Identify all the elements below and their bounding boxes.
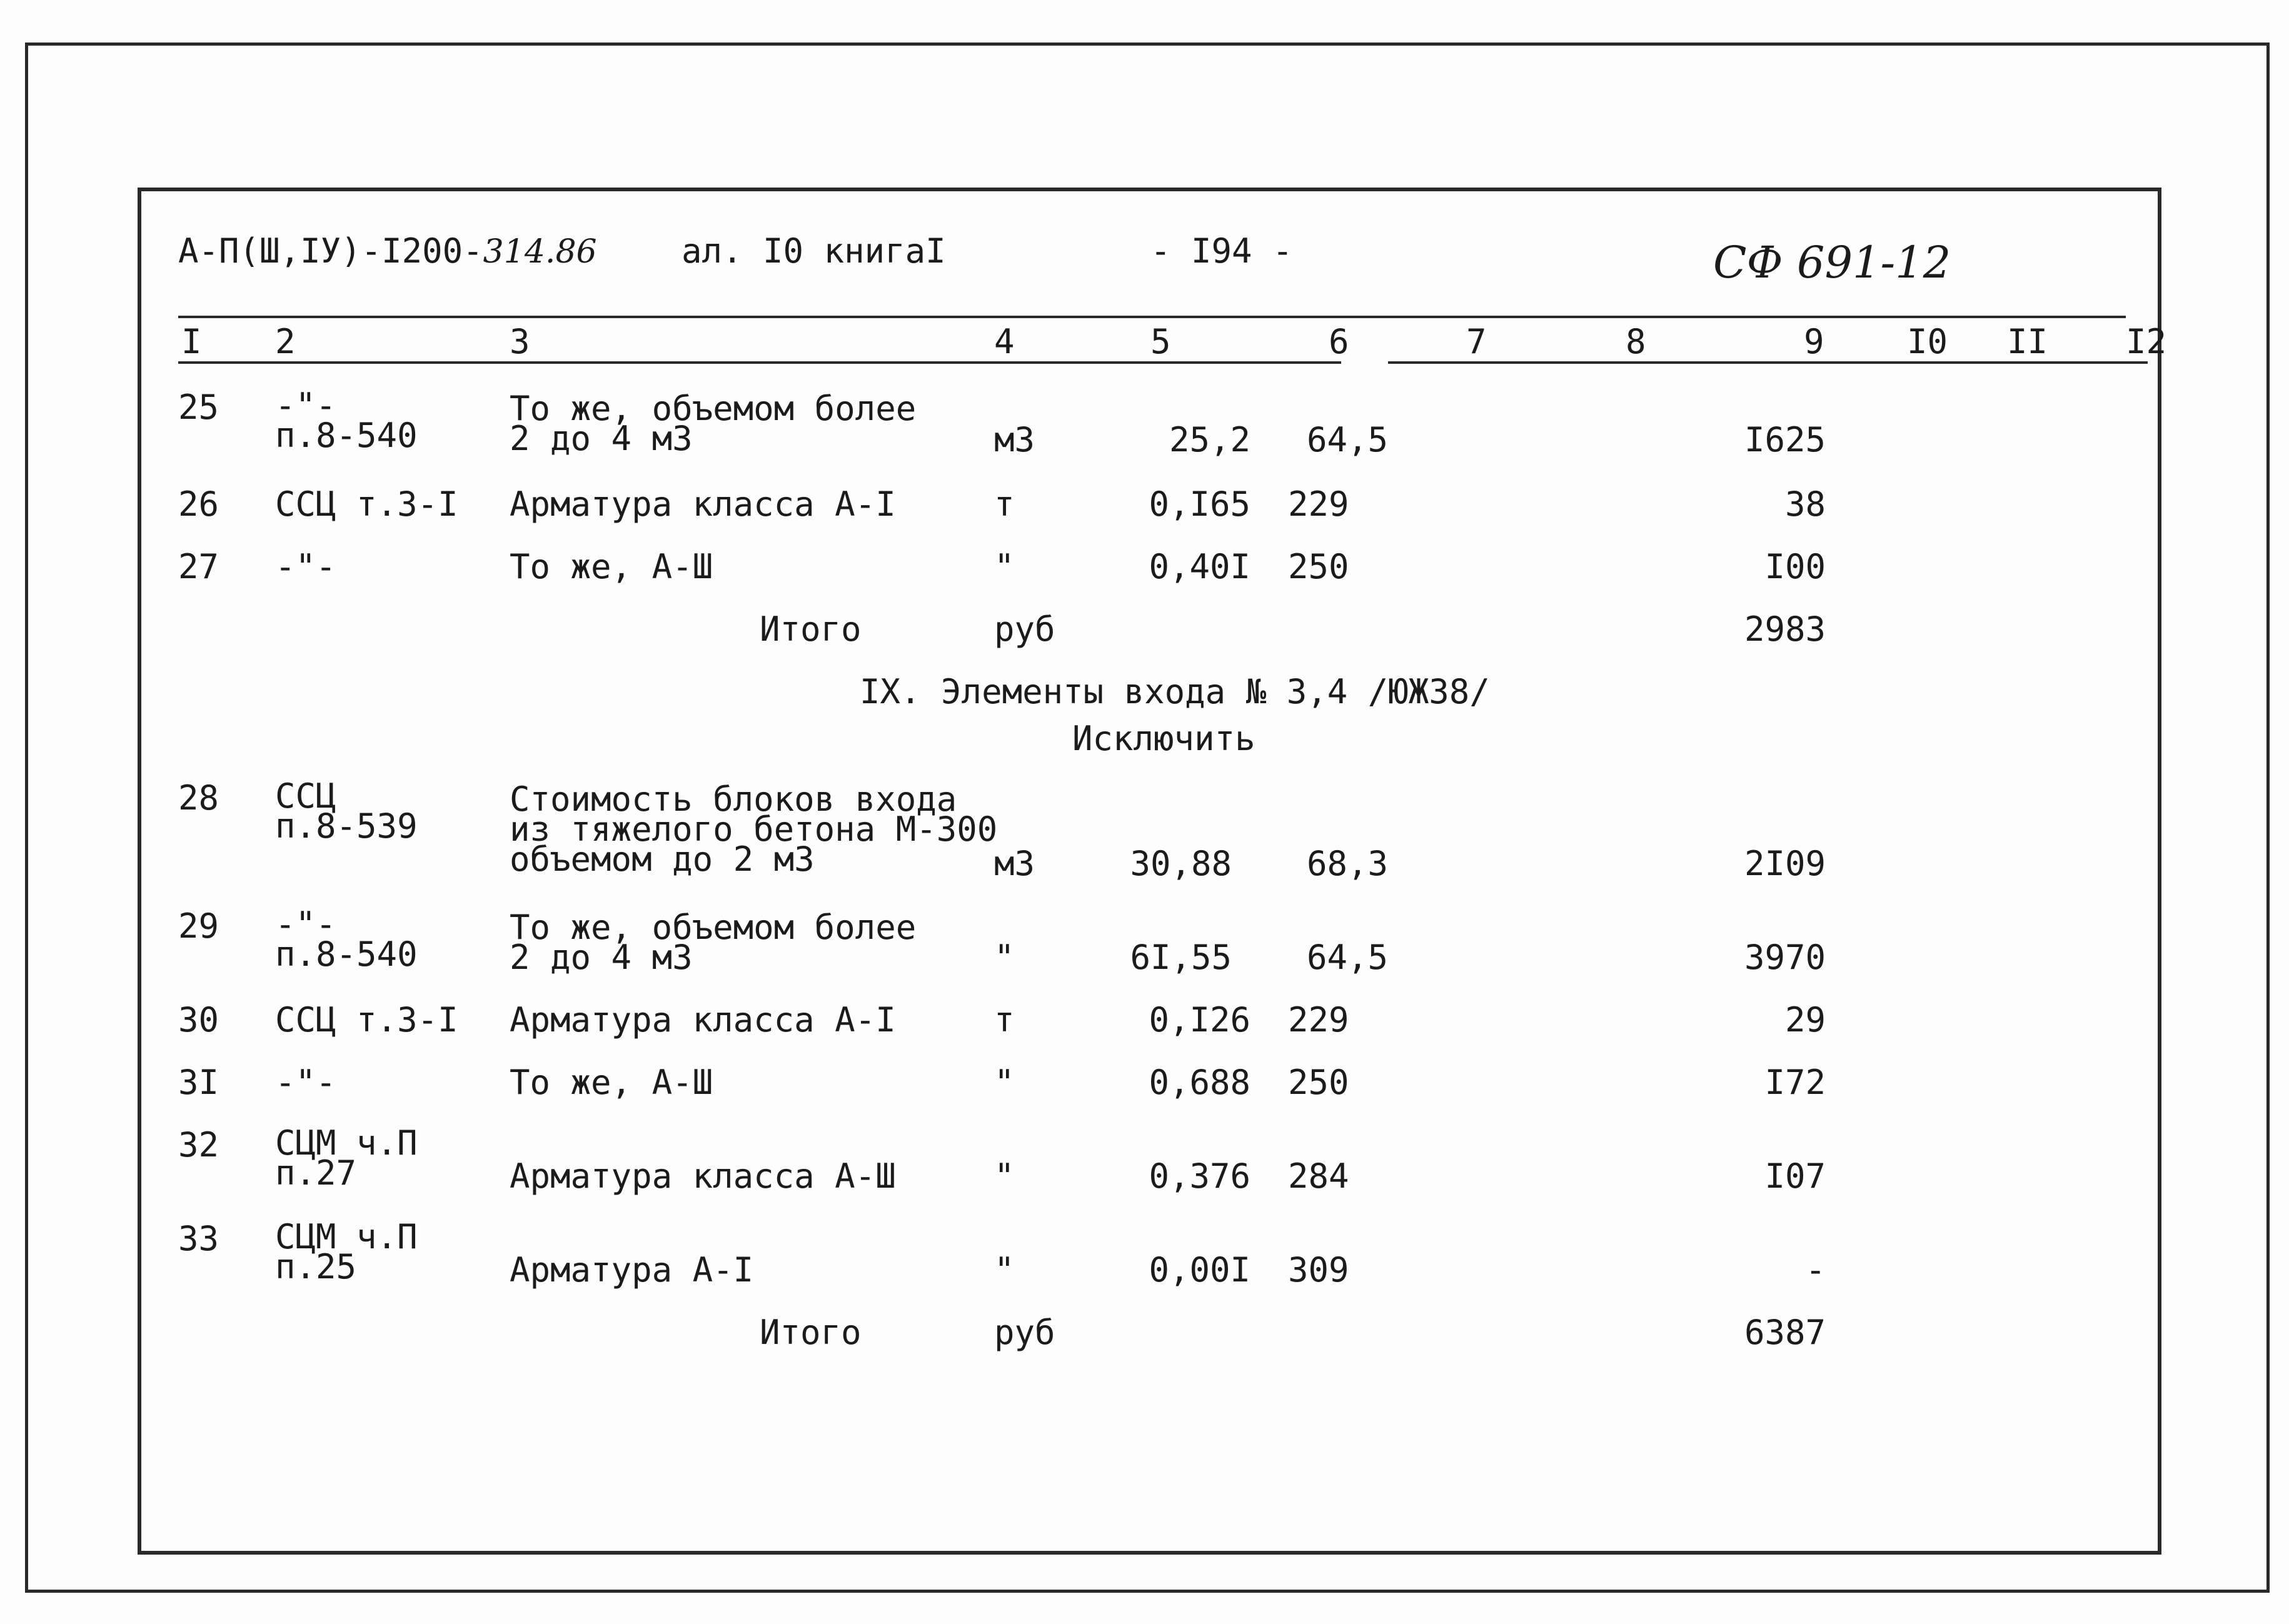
- row-quantity: 30,88: [1130, 844, 1232, 883]
- row-number: 26: [178, 484, 219, 524]
- row-description: Арматура А-I: [510, 1250, 754, 1290]
- row-number: 27: [178, 547, 219, 586]
- row-number: 29: [178, 906, 219, 946]
- row-quantity: 0,I65: [1149, 484, 1250, 524]
- row-price: 309: [1288, 1250, 1349, 1290]
- row-quantity: 0,00I: [1149, 1250, 1250, 1290]
- row-unit: ": [994, 1156, 1015, 1196]
- row-total: I07: [1764, 1156, 1826, 1196]
- col-header: 4: [994, 322, 1015, 361]
- row-description: Арматура класса А-I: [510, 484, 896, 524]
- row-reference: ССЦ п.8-539: [275, 776, 418, 846]
- row-price: 284: [1288, 1156, 1349, 1196]
- col-header: 7: [1466, 322, 1487, 361]
- total-label: Итого: [760, 609, 862, 649]
- row-description: То же, объемом более 2 до 4 м3: [510, 389, 917, 458]
- row-price: 229: [1288, 1000, 1349, 1040]
- row-number: 3I: [178, 1063, 219, 1102]
- total-unit: руб: [994, 609, 1055, 649]
- row-reference: ССЦ т.3-I: [275, 484, 458, 524]
- row-reference: -"-: [275, 1063, 336, 1102]
- stamp-handwritten: СФ 691-12: [1713, 237, 1951, 288]
- row-unit: ": [994, 938, 1015, 977]
- row-price: 64,5: [1307, 938, 1389, 977]
- row-unit: т: [994, 484, 1015, 524]
- row-number: 33: [178, 1219, 219, 1258]
- row-unit: м3: [994, 844, 1035, 883]
- header-bottom-rule-right: [1388, 361, 2148, 364]
- row-description: То же, объемом более 2 до 4 м3: [510, 908, 917, 977]
- row-price: 250: [1288, 1063, 1349, 1102]
- row-total: 29: [1784, 1000, 1826, 1040]
- header-top-rule: [178, 316, 2126, 318]
- total-value: 6387: [1744, 1313, 1826, 1352]
- row-reference: СЦМ ч.П п.25: [275, 1217, 418, 1286]
- album-book: ал. I0 книгаI: [682, 231, 946, 271]
- col-header: I2: [2126, 322, 2167, 361]
- row-number: 30: [178, 1000, 219, 1040]
- row-unit: ": [994, 1250, 1015, 1290]
- row-unit: ": [994, 547, 1015, 586]
- col-header: II: [2007, 322, 2048, 361]
- section-title: IX. Элементы входа № 3,4 /ЮЖ38/: [860, 672, 1490, 711]
- row-quantity: 0,I26: [1149, 1000, 1250, 1040]
- row-quantity: 25,2: [1169, 420, 1250, 459]
- col-header: 8: [1626, 322, 1646, 361]
- row-reference: ССЦ т.3-I: [275, 1000, 458, 1040]
- row-description: Арматура класса А-I: [510, 1000, 896, 1040]
- row-reference: -"- п.8-540: [275, 386, 418, 455]
- total-value: 2983: [1744, 609, 1826, 649]
- col-header: 3: [510, 322, 530, 361]
- row-quantity: 6I,55: [1130, 938, 1232, 977]
- row-number: 25: [178, 388, 219, 427]
- row-total: 38: [1784, 484, 1826, 524]
- row-description: Арматура класса А-Ш: [510, 1156, 896, 1196]
- row-price: 229: [1288, 484, 1349, 524]
- col-header: 2: [275, 322, 296, 361]
- row-reference: -"-: [275, 547, 336, 586]
- col-header: I: [181, 322, 202, 361]
- row-price: 64,5: [1307, 420, 1389, 459]
- row-unit: м3: [994, 420, 1035, 459]
- col-header: 6: [1329, 322, 1349, 361]
- col-header: I0: [1907, 322, 1948, 361]
- header-bottom-rule-left: [178, 361, 1341, 364]
- row-total: 2I09: [1744, 844, 1826, 883]
- row-description: То же, А-Ш: [510, 547, 713, 586]
- row-quantity: 0,40I: [1149, 547, 1250, 586]
- total-label: Итого: [760, 1313, 862, 1352]
- col-header: 5: [1150, 322, 1171, 361]
- row-reference: -"- п.8-540: [275, 905, 418, 974]
- total-unit: руб: [994, 1313, 1055, 1352]
- doc-code-handwritten: 314.86: [483, 233, 597, 271]
- row-quantity: 0,376: [1149, 1156, 1250, 1196]
- doc-code: А-П(Ш,IУ)-I200-314.86: [178, 231, 597, 271]
- col-header: 9: [1804, 322, 1824, 361]
- row-unit: т: [994, 1000, 1015, 1040]
- row-description: Стоимость блоков входа из тяжелого бетона М-300 объемом до 2 м3: [510, 779, 998, 879]
- row-price: 68,3: [1307, 844, 1389, 883]
- row-number: 28: [178, 778, 219, 818]
- row-total: I72: [1764, 1063, 1826, 1102]
- row-quantity: 0,688: [1149, 1063, 1250, 1102]
- row-reference: СЦМ ч.П п.27: [275, 1123, 418, 1193]
- row-description: То же, А-Ш: [510, 1063, 713, 1102]
- row-total: 3970: [1744, 938, 1826, 977]
- section-subtitle: Исключить: [1072, 719, 1255, 758]
- row-number: 32: [178, 1125, 219, 1165]
- row-price: 250: [1288, 547, 1349, 586]
- page-number: - I94 -: [1150, 231, 1293, 271]
- row-total: I00: [1764, 547, 1826, 586]
- row-unit: ": [994, 1063, 1015, 1102]
- row-total: I625: [1744, 420, 1826, 459]
- row-total: -: [1805, 1250, 1826, 1290]
